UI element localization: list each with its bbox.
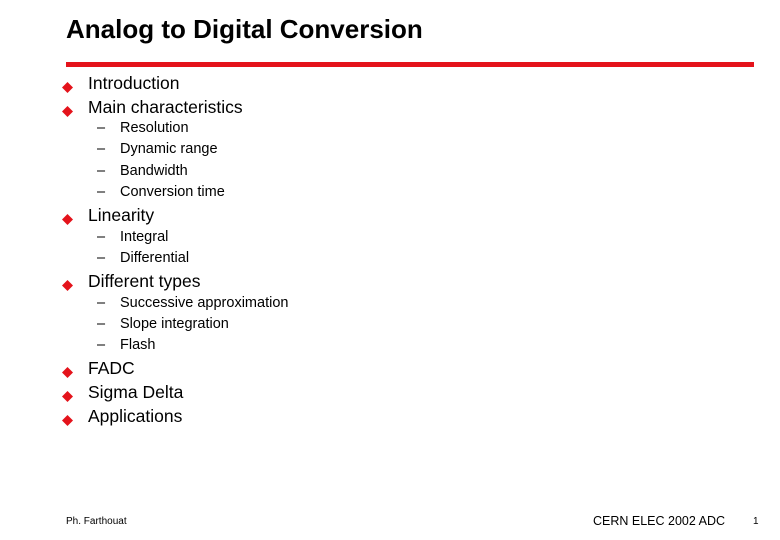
sub-bullet-item [97, 336, 155, 354]
dash-marker: – [97, 229, 106, 245]
slide-title: Analog to Digital Conversion [66, 14, 423, 44]
diamond-bullet-icon [62, 209, 73, 220]
dash-marker: – [97, 316, 106, 332]
diamond-bullet-icon [62, 410, 73, 421]
dash-marker: – [97, 337, 106, 353]
bullet-label: Main characteristics [88, 97, 243, 117]
sub-bullet-label: Successive approximation [120, 295, 289, 311]
sub-bullet-item [97, 228, 168, 246]
bullet-label: Linearity [88, 205, 155, 225]
dash-marker: – [97, 120, 106, 136]
bullet-label: Sigma Delta [88, 382, 184, 402]
bullet-item [88, 73, 179, 93]
sub-bullet-label: Flash [120, 337, 156, 353]
footer-course: CERN ELEC 2002 ADC [593, 514, 726, 528]
sub-bullet-item [97, 294, 288, 312]
dash-marker: – [97, 141, 106, 157]
sub-bullet-label: Conversion time [120, 184, 225, 200]
sub-bullet-label: Integral [120, 229, 169, 245]
sub-bullet-item [97, 183, 225, 201]
dash-marker: – [97, 295, 106, 311]
sub-bullet-item [97, 162, 188, 180]
sub-bullet-item [97, 315, 229, 333]
sub-bullet-item [97, 140, 218, 158]
bullet-label: Applications [88, 406, 183, 426]
sub-bullet-label: Slope integration [120, 316, 229, 332]
diamond-bullet-icon [62, 362, 73, 373]
dash-marker: – [97, 250, 106, 266]
title-underline [66, 62, 754, 67]
bullet-item [88, 271, 201, 291]
sub-bullet-label: Bandwidth [120, 163, 188, 179]
sub-bullet-item [97, 249, 189, 267]
bullet-item [88, 382, 183, 402]
bullet-label: FADC [88, 358, 135, 378]
footer-author: Ph. Farthouat [66, 516, 127, 527]
bullet-label: Different types [88, 271, 201, 291]
sub-bullet-label: Differential [120, 250, 190, 266]
bullet-item [88, 205, 154, 225]
sub-bullet-label: Resolution [120, 120, 189, 136]
page-number: 1 [753, 516, 759, 527]
dash-marker: – [97, 184, 106, 200]
bullet-item [88, 97, 243, 117]
dash-marker: – [97, 163, 106, 179]
diamond-bullet-icon [62, 101, 73, 112]
diamond-bullet-icon [62, 77, 73, 88]
diamond-bullet-icon [62, 275, 73, 286]
bullet-item [88, 406, 182, 426]
sub-bullet-label: Dynamic range [120, 141, 218, 157]
diamond-bullet-icon [62, 386, 73, 397]
bullet-item [88, 358, 135, 378]
sub-bullet-item [97, 119, 189, 137]
bullet-label: Introduction [88, 73, 180, 93]
